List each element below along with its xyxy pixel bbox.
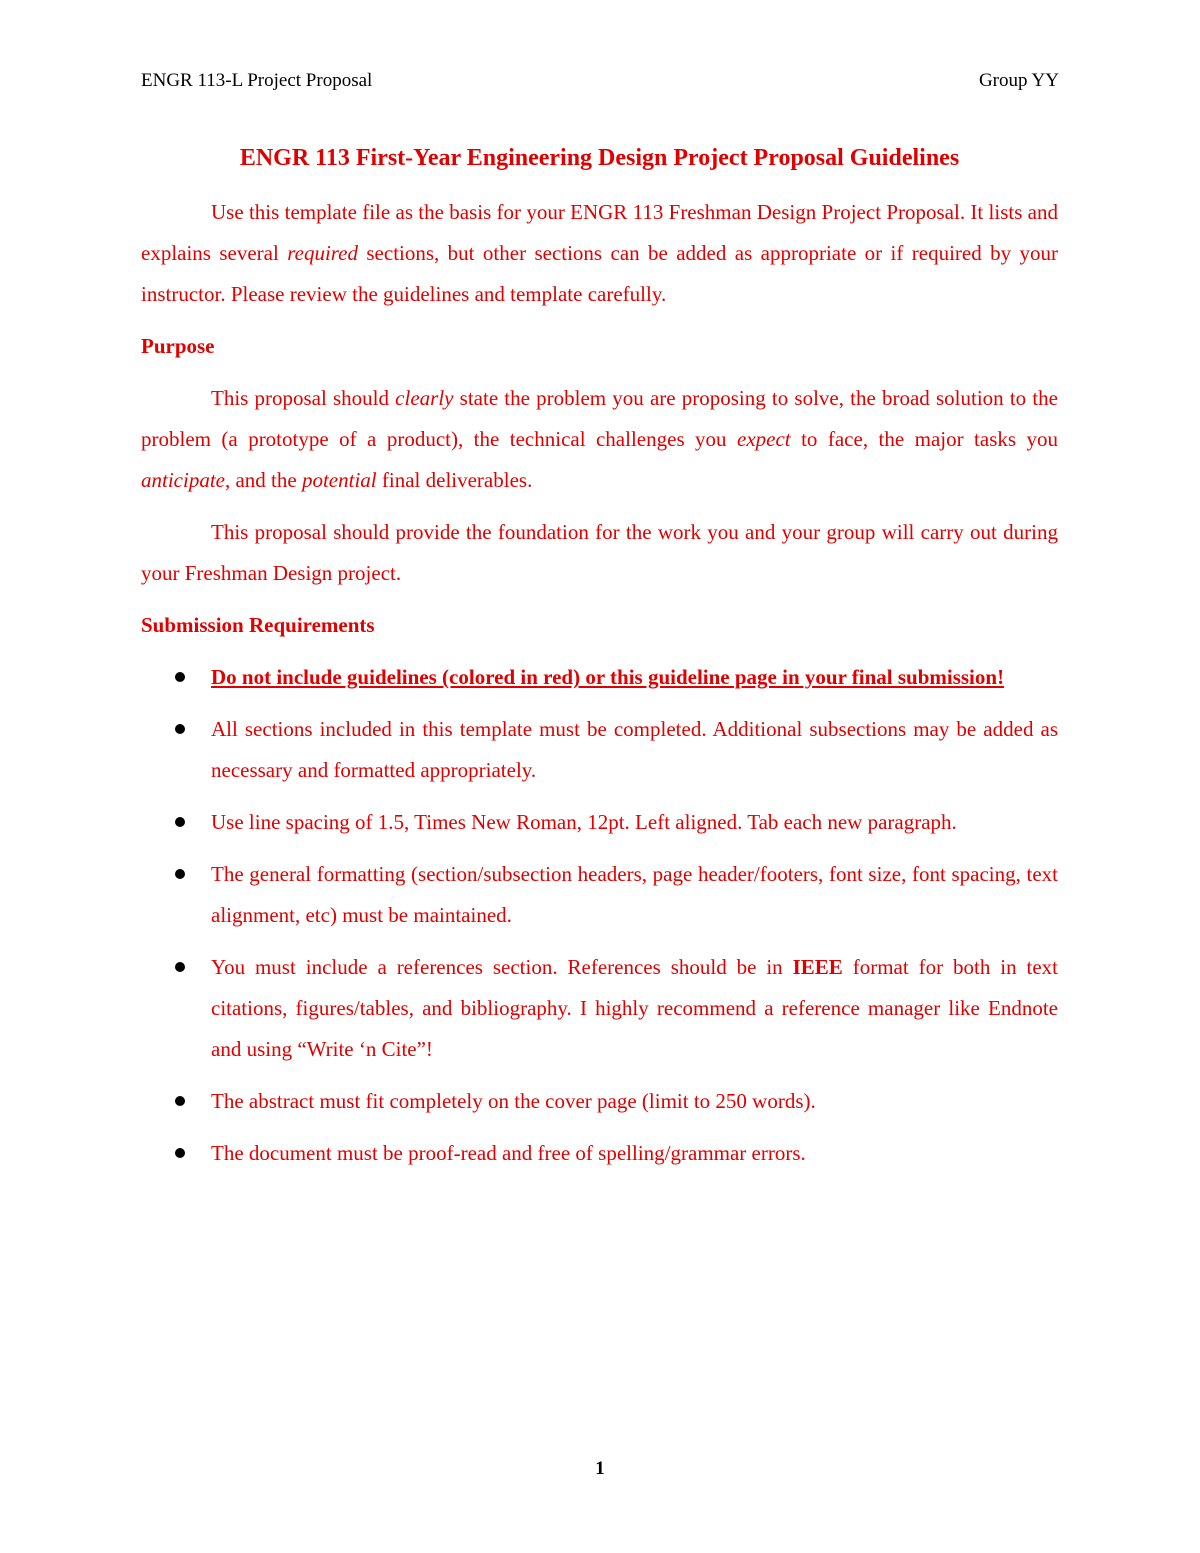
bullet-icon xyxy=(175,672,185,682)
list-item: The document must be proof-read and free of spelling/grammar errors. xyxy=(141,1133,1058,1174)
list-item: All sections included in this template must be completed. Additional subsections may be added as necessary and formatted appropriately. xyxy=(141,709,1058,791)
purpose-heading: Purpose xyxy=(141,334,215,358)
submission-heading: Submission Requirements xyxy=(141,613,375,637)
list-item: The abstract must fit completely on the cover page (limit to 250 words). xyxy=(141,1081,1058,1122)
requirements-list xyxy=(141,657,1058,1174)
bullet-icon xyxy=(175,1148,185,1158)
purpose-paragraph-2: This proposal should provide the foundation for the work you and your group will carry out during your Freshman Design project. xyxy=(141,520,1058,585)
purpose-paragraph-1: This proposal should clearly state the problem you are proposing to solve, the broad solution to the problem (a prototype of a product), the technical challenges you expect to face, the major tasks you anticipate, and the potential final deliverables. xyxy=(141,386,1058,492)
document-title: ENGR 113 First-Year Engineering Design Project Proposal Guidelines xyxy=(239,145,960,171)
list-item: The general formatting (section/subsection headers, page header/footers, font size, font spacing, text alignment, etc) must be maintained. xyxy=(141,854,1058,936)
document-body xyxy=(141,138,1058,1185)
list-item: Use line spacing of 1.5, Times New Roman, 12pt. Left aligned. Tab each new paragraph. xyxy=(141,802,1058,843)
header-group-label: Group YY xyxy=(978,70,1059,91)
list-item: Do not include guidelines (colored in red) or this guideline page in your final submission! xyxy=(141,657,1058,698)
page-number: 1 xyxy=(595,1458,605,1479)
bullet-icon xyxy=(175,1096,185,1106)
bullet-icon xyxy=(175,724,185,734)
page-header xyxy=(141,70,1059,100)
intro-paragraph: Use this template file as the basis for your ENGR 113 Freshman Design Project Proposal. It lists and explains several required sections, but other sections can be added as appropriate or if required by your instructor. Please review the guidelines and template carefully. xyxy=(141,200,1058,306)
bullet-icon xyxy=(175,869,185,879)
header-course-label: ENGR 113-L Project Proposal xyxy=(141,70,373,91)
bullet-icon xyxy=(175,962,185,972)
list-item: You must include a references section. References should be in IEEE format for both in text citations, figures/tables, and bibliography. I highly recommend a reference manager like Endnote and using “Write ‘n Cite”! xyxy=(141,947,1058,1070)
bullet-icon xyxy=(175,817,185,827)
